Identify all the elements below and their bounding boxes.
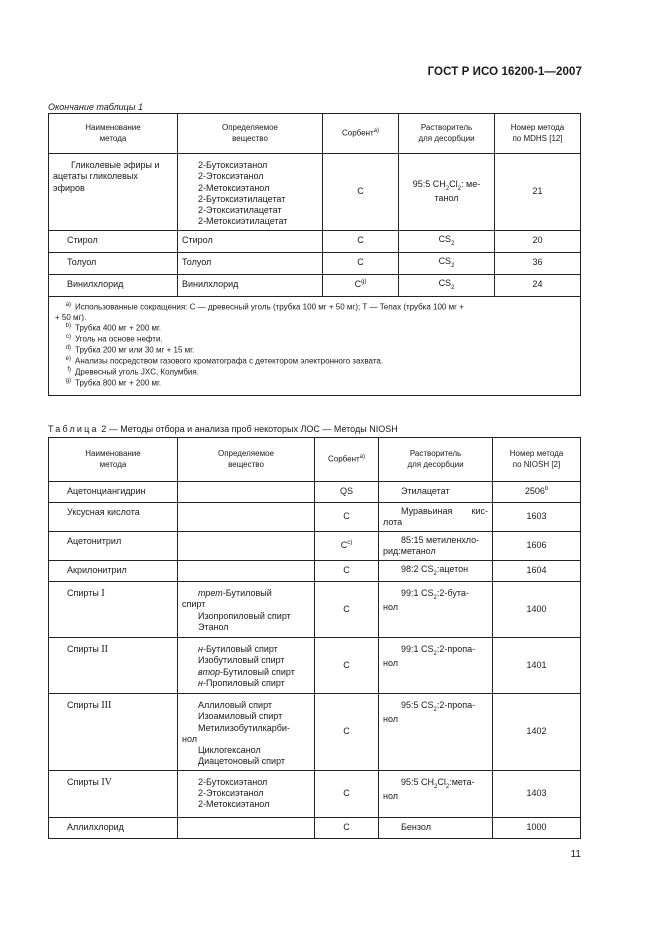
sorbent: $C^{c)}$	[315, 532, 379, 561]
method-name: Аллилхлорид	[49, 817, 178, 838]
method-number: 20	[495, 230, 581, 252]
substances: н-Бутиловый спирт Изобутиловый спирт втор-Бутиловый спирт н-Пропиловый спирт	[178, 638, 315, 694]
sorbent: $C^{g)}$	[323, 274, 399, 296]
table-row	[49, 154, 581, 231]
method-number: 1403	[493, 770, 581, 817]
substance: Стирол	[178, 230, 323, 252]
header-solvent: Растворитель для десорбции	[379, 438, 493, 482]
method-number: 2506$^b$	[493, 482, 581, 503]
substance	[178, 561, 315, 582]
solvent: Бензол	[379, 817, 493, 838]
sorbent: C	[315, 770, 379, 817]
substances: трет-Бутиловый спирт Изопропиловый спирт Этанол	[178, 582, 315, 638]
sorbent: C	[323, 252, 399, 274]
document-id: ГОСТ Р ИСО 16200-1—2007	[427, 66, 582, 78]
header-method-number: Номер метода по MDHS [12]	[495, 114, 581, 154]
sorbent: QS	[315, 482, 379, 503]
table1-header-row	[49, 114, 581, 154]
method-name: Спирты IV	[49, 770, 178, 817]
solvent: 99:1 $CS_2:2-пропа-$ нол	[379, 638, 493, 694]
header-substance: Определяемое вещество	[178, 438, 315, 482]
method-number: 1400	[493, 582, 581, 638]
sorbent: C	[315, 638, 379, 694]
method-name: Гликолевые эфиры и ацетаты гликолевых эфиров	[49, 154, 178, 231]
method-number: 1606	[493, 532, 581, 561]
method-name: Стирол	[49, 230, 178, 252]
header-method-name: Наименование метода	[49, 438, 178, 482]
method-number: 1000	[493, 817, 581, 838]
method-number: 1402	[493, 694, 581, 771]
header-method-number: Номер метода по NIOSH [2]	[493, 438, 581, 482]
table2-header-row	[49, 438, 581, 482]
solvent: 95:5 $CS_2:2-пропа-$ нол	[379, 694, 493, 771]
solvent: 95:5 $CH_2Cl_2:мета-$ нол	[379, 770, 493, 817]
substance	[178, 503, 315, 532]
table-row	[49, 561, 581, 582]
table-row	[49, 638, 581, 694]
substance: Толуол	[178, 252, 323, 274]
header-solvent: Растворитель для десорбции	[399, 114, 495, 154]
footnote: $^{e)}$ Анализы посредством газового хроматографа с детектором электронного захвата.	[65, 356, 384, 366]
footnote: $^{f)}$ Древесный уголь JXC, Колумбия.	[67, 367, 199, 377]
substances: Аллиловый спирт Изоамиловый спирт Метилизобутилкарби- нол Циклогексанол Диацетоновый спирт	[178, 694, 315, 771]
table-row	[49, 482, 581, 503]
substance: Винилхлорид	[178, 274, 323, 296]
footnote: $^{d)}$ Трубка 200 мг или 30 мг + 15 мг.	[65, 345, 195, 355]
footnote-continuation: + 50 мг).	[55, 312, 87, 322]
sorbent: C	[315, 561, 379, 582]
table1	[48, 113, 581, 396]
method-name: Ацетонитрил	[49, 532, 178, 561]
footnote: $^{b)}$ Трубка 400 мг + 200 мг.	[65, 322, 162, 333]
header-method-name: Наименование метода	[49, 114, 178, 154]
solvent: Этилацетат	[379, 482, 493, 503]
table-row	[49, 582, 581, 638]
footnote: $^{g)}$ Трубка 800 мг + 200 мг.	[65, 378, 162, 388]
method-name: Спирты II	[49, 638, 178, 694]
method-name: Спирты I	[49, 582, 178, 638]
solvent: $CS_2$	[399, 274, 495, 296]
table2	[48, 437, 581, 839]
solvent: Муравьиная кис- лота	[379, 503, 493, 532]
table-row	[49, 503, 581, 532]
sorbent: C	[323, 154, 399, 231]
method-name: Ацетонциангидрин	[49, 482, 178, 503]
table-row	[49, 532, 581, 561]
solvent: 98:2 $CS_2:ацетон$	[379, 561, 493, 582]
table-row	[49, 230, 581, 252]
sorbent: C	[315, 582, 379, 638]
sorbent: C	[315, 503, 379, 532]
footnote: $^{c)}$ Уголь на основе нефти.	[66, 333, 163, 344]
footnote: $^{a)}$ Использованные сокращения: С — древесный уголь (трубка 100 мг + 50 мг); Т — Tenax (трубка 100 мг +	[65, 301, 464, 312]
substances: 2-Бутоксиэтанол 2-Этоксиэтанол 2-Метоксиэтанол	[178, 770, 315, 817]
method-name: Толуол	[49, 252, 178, 274]
method-number: 1401	[493, 638, 581, 694]
solvent: $CS_2$	[399, 230, 495, 252]
sorbent: C	[315, 817, 379, 838]
header-sorbent: Сорбент$^{а)}$	[323, 114, 399, 154]
page-number: 11	[570, 849, 581, 860]
sorbent: C	[323, 230, 399, 252]
table1-caption: Окончание таблицы 1	[48, 102, 143, 112]
sorbent: C	[315, 694, 379, 771]
solvent: $CS_2$	[399, 252, 495, 274]
method-name: Винилхлорид	[49, 274, 178, 296]
method-number: 1604	[493, 561, 581, 582]
header-substance: Определяемое вещество	[178, 114, 323, 154]
table-row	[49, 817, 581, 838]
method-number: 21	[495, 154, 581, 231]
substance	[178, 482, 315, 503]
footnotes-cell	[49, 296, 581, 396]
substance	[178, 532, 315, 561]
method-name: Спирты III	[49, 694, 178, 771]
method-number: 24	[495, 274, 581, 296]
solvent: 85:15 метиленхло- рид:метанол	[379, 532, 493, 561]
table-row	[49, 694, 581, 771]
method-name: Акрилонитрил	[49, 561, 178, 582]
table-row	[49, 274, 581, 296]
substance	[178, 817, 315, 838]
table-row	[49, 770, 581, 817]
solvent: 95:5 $CH_2Cl_2$: ме- танол	[399, 154, 495, 231]
method-number: 1603	[493, 503, 581, 532]
substances: 2-Бутоксиэтанол 2-Этоксиэтанол 2-Метоксиэтанол 2-Бутоксиэтилацетат 2-Этоксиэтилацетат 2-Метоксиэтилацетат	[178, 154, 323, 231]
method-number: 36	[495, 252, 581, 274]
table-row	[49, 252, 581, 274]
table1-footnotes	[49, 296, 581, 396]
header-sorbent: Сорбент$^{а)}$	[315, 438, 379, 482]
table2-caption: Таблица 2 — Методы отбора и анализа проб некоторых ЛОС — Методы NIOSH	[48, 424, 398, 434]
method-name: Уксусная кислота	[49, 503, 178, 532]
solvent: 99:1 $CS_2:2-бута-$ нол	[379, 582, 493, 638]
